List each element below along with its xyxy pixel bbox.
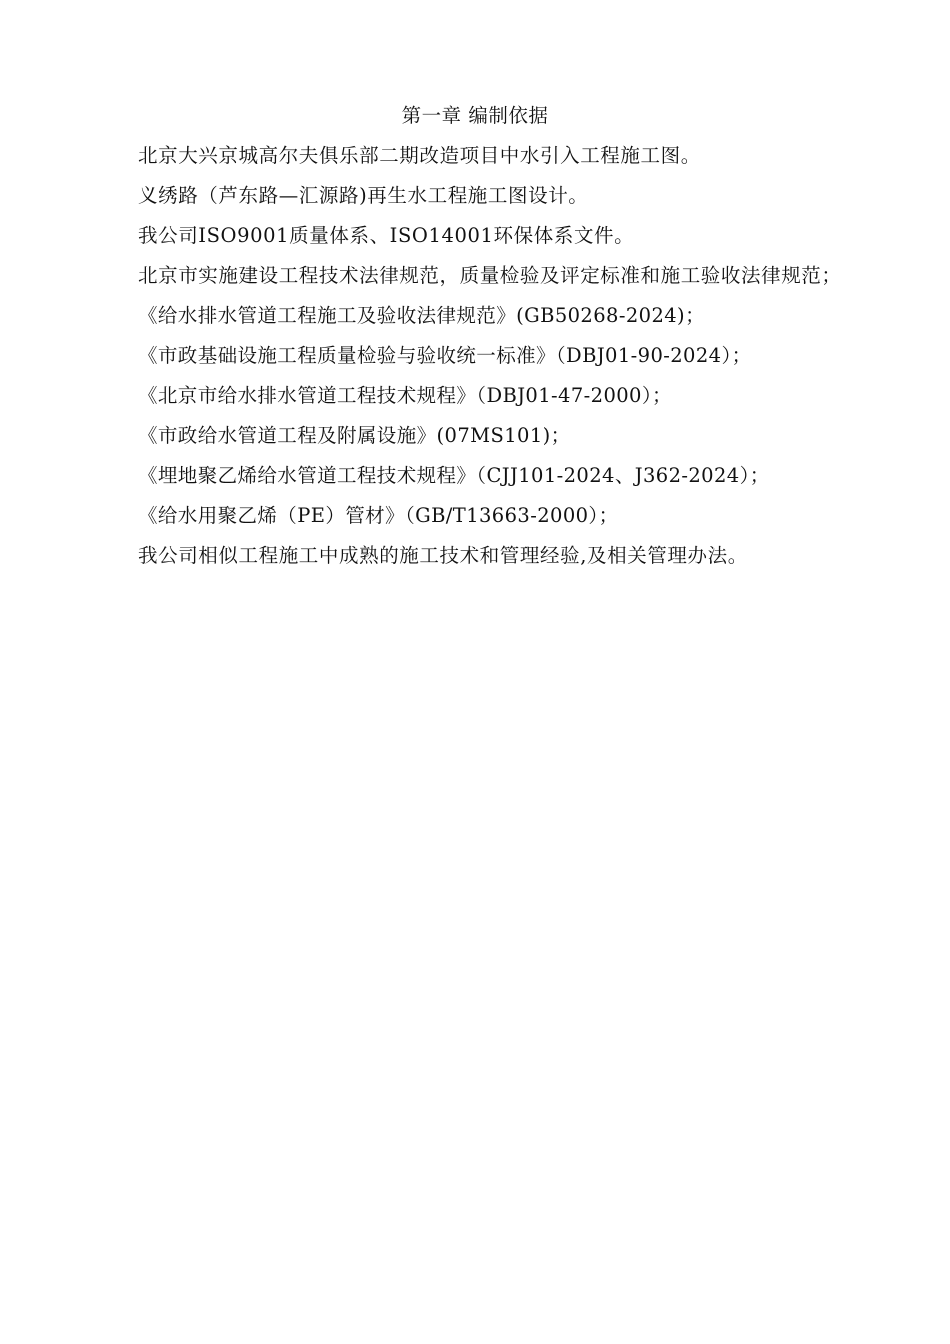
paragraph-construction-drawing: 北京大兴京城高尔夫俱乐部二期改造项目中水引入工程施工图。	[138, 144, 701, 167]
paragraph-reclaimed-water-design: 义绣路（芦东路—汇源路)再生水工程施工图设计。	[138, 184, 589, 207]
reference-item: 《埋地聚乙烯给水管道工程技术规程》（CJJ101-2024、J362-2024）；	[138, 464, 770, 487]
reference-item: 《给水用聚乙烯（PE）管材》（GB/T13663-2000）；	[138, 504, 619, 527]
reference-item: 《市政基础设施工程质量检验与验收统一标准》（DBJ01-90-2024）；	[138, 344, 752, 367]
document-body	[92, 136, 868, 576]
paragraph-iso-systems: 我公司ISO9001质量体系、ISO14001环保体系文件。	[138, 224, 635, 247]
paragraph-beijing-regulations: 北京市实施建设工程技术法律规范，质量检验及评定标准和施工验收法律规范；	[138, 264, 842, 287]
reference-item: 《市政给水管道工程及附属设施》(07MS101)；	[138, 424, 571, 447]
reference-item: 《给水排水管道工程施工及验收法律规范》(GB50268-2024)；	[138, 304, 705, 327]
chapter-title: 第一章 编制依据	[401, 104, 549, 127]
reference-item: 《北京市给水排水管道工程技术规程》（DBJ01-47-2000）；	[138, 384, 672, 407]
paragraph-company-experience: 我公司相似工程施工中成熟的施工技术和管理经验,及相关管理办法。	[138, 544, 748, 567]
